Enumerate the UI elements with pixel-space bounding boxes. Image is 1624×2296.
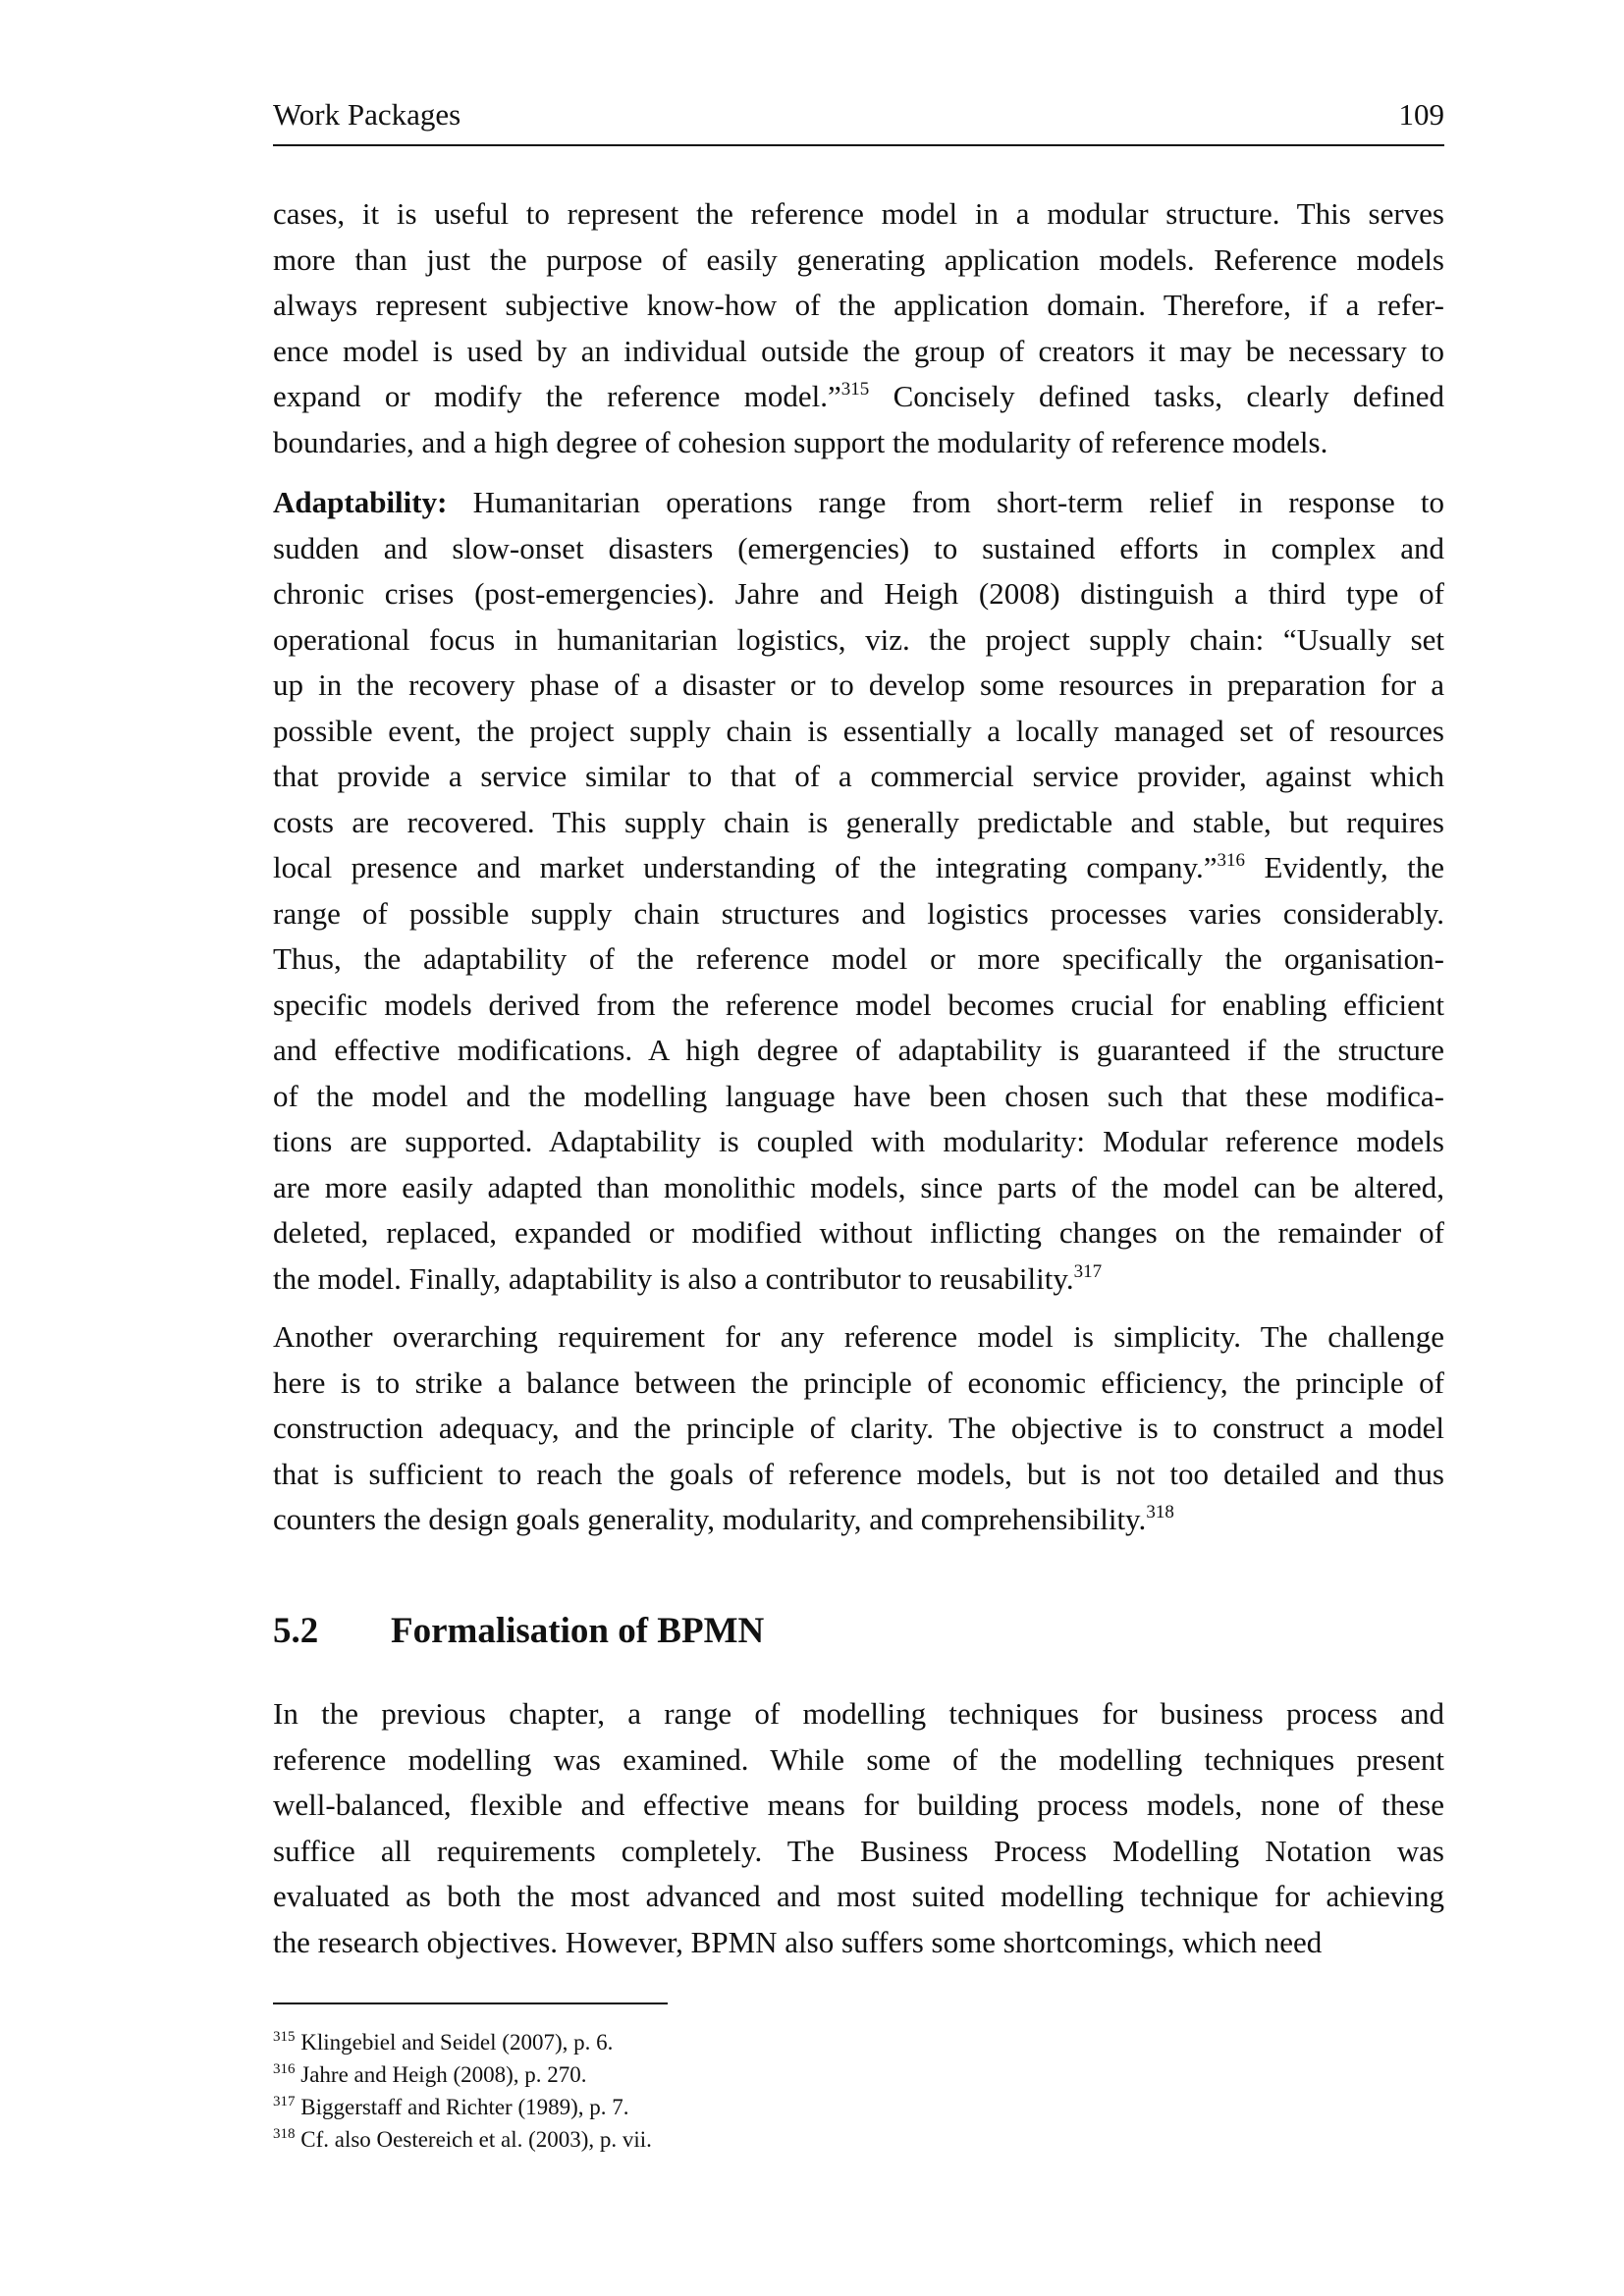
- running-header: [273, 94, 1444, 135]
- text-run: In the previous chapter, a range of modelling techniques for business process and: [273, 1696, 1444, 1731]
- text-run: deleted, replaced, expanded or modified without inflicting changes on the remainder of: [273, 1215, 1444, 1250]
- text-run: more than just the purpose of easily generating application models. Reference models: [273, 241, 1444, 277]
- text-run: local presence and market understanding of the integrating company.”: [273, 850, 1218, 884]
- text-line: [273, 754, 1444, 800]
- text-run: range of possible supply chain structures and logistics processes varies considerably.: [273, 895, 1444, 931]
- text-run: cases, it is useful to represent the reference model in a modular structure. This serves: [273, 196, 1444, 231]
- text-line: [273, 480, 1444, 526]
- text-run: sudden and slow-onset disasters (emergencies) to sustained efforts in complex and: [273, 530, 1444, 565]
- text-line: [273, 800, 1444, 846]
- text-line: [273, 191, 1444, 238]
- text-run: the research objectives. However, BPMN also suffers some shortcomings, which need: [273, 1924, 1323, 1959]
- text-run: always represent subjective know-how of the application domain. Therefore, if a refer-: [273, 288, 1444, 322]
- footnote-number: 316: [273, 2061, 296, 2077]
- text-run: are more easily adapted than monolithic models, since parts of the model can be altered,: [273, 1169, 1444, 1204]
- section-heading: [273, 1608, 1444, 1655]
- text-line: [273, 1074, 1444, 1120]
- footnote-316: [273, 2058, 1444, 2091]
- text-line: [273, 1028, 1444, 1074]
- text-line: [273, 891, 1444, 937]
- text-line: [273, 374, 1444, 420]
- footnote-reference: 315: [840, 379, 870, 400]
- footnote-text: Klingebiel and Seidel (2007), p. 6.: [295, 2030, 614, 2055]
- text-run: ence model is used by an individual outside the group of creators it may be necessary to: [273, 333, 1444, 368]
- text-line: [273, 571, 1444, 617]
- text-line: [273, 420, 1444, 466]
- text-run: tions are supported. Adaptability is coupled with modularity: Modular reference models: [273, 1124, 1444, 1158]
- text-run: here is to strike a balance between the principle of economic efficiency, the principle of: [273, 1364, 1444, 1400]
- footnote-reference: 318: [1146, 1502, 1174, 1522]
- text-run: Evidently, the: [1245, 850, 1444, 884]
- footnote-number: 317: [273, 2094, 296, 2109]
- footnotes: [273, 2026, 1444, 2156]
- footnote-reference: 316: [1217, 850, 1246, 871]
- text-run: that provide a service similar to that of a commercial service provider, against which: [273, 759, 1444, 793]
- text-line: [273, 845, 1444, 891]
- text-line: [273, 1256, 1444, 1303]
- text-run: boundaries, and a high degree of cohesion support the modularity of reference models.: [273, 424, 1328, 459]
- text-run: operational focus in humanitarian logistics, viz. the project supply chain: “Usually set: [273, 621, 1444, 657]
- text-line: [273, 283, 1444, 329]
- text-run: Concisely defined tasks, clearly defined: [869, 379, 1444, 413]
- header-title: Work Packages: [273, 97, 461, 132]
- text-line: [273, 1406, 1444, 1452]
- text-run: of the model and the modelling language have been chosen such that these modifica-: [273, 1078, 1444, 1113]
- text-line: [273, 238, 1444, 284]
- text-line: [273, 1497, 1444, 1543]
- footnote-315: [273, 2026, 1444, 2058]
- text-line: [273, 1691, 1444, 1737]
- text-run: well-balanced, flexible and effective means for building process models, none of these: [273, 1788, 1444, 1822]
- header-rule: [273, 144, 1444, 146]
- text-line: [273, 1119, 1444, 1165]
- text-line: [273, 663, 1444, 709]
- text-line: [273, 709, 1444, 755]
- text-run: up in the recovery phase of a disaster or to develop some resources in preparation for a: [273, 667, 1444, 702]
- text-run: Thus, the adaptability of the reference model or more specifically the organisation-: [273, 941, 1444, 976]
- footnote-number: 318: [273, 2126, 296, 2142]
- text-run: that is sufficient to reach the goals of reference models, but is not too detailed and thus: [273, 1456, 1444, 1491]
- text-run: counters the design goals generality, modularity, and comprehensibility.: [273, 1502, 1147, 1536]
- page-number: 109: [1398, 97, 1444, 132]
- text-run: costs are recovered. This supply chain is generally predictable and stable, but requires: [273, 804, 1444, 839]
- footnote-text: Biggerstaff and Richter (1989), p. 7.: [295, 2095, 629, 2119]
- footnote-text: Cf. also Oestereich et al. (2003), p. vii.: [295, 2127, 652, 2152]
- text-line: [273, 1737, 1444, 1784]
- text-line: [273, 526, 1444, 572]
- footnote-reference: 317: [1073, 1260, 1103, 1282]
- footnote-number: 315: [273, 2029, 296, 2045]
- text-run: reference modelling was examined. While some of the modelling techniques present: [273, 1741, 1444, 1777]
- text-run: the model. Finally, adaptability is also a contributor to reusability.: [273, 1260, 1074, 1296]
- text-line: [273, 617, 1444, 664]
- footnote-rule: [273, 2002, 668, 2004]
- text-run: specific models derived from the reference model becomes crucial for enabling efficient: [273, 987, 1444, 1022]
- text-line: [273, 1783, 1444, 1829]
- text-line: [273, 1452, 1444, 1498]
- text-run: possible event, the project supply chain is essentially a locally managed set of resources: [273, 713, 1444, 748]
- run-in-heading: Adaptability:: [273, 485, 448, 519]
- text-run: construction adequacy, and the principle of clarity. The objective is to construct a model: [273, 1411, 1444, 1445]
- paragraph-adaptability: [273, 480, 1444, 1302]
- text-run: Humanitarian operations range from short-term relief in response to: [447, 485, 1444, 519]
- text-line: [273, 1210, 1444, 1256]
- text-line: [273, 1165, 1444, 1211]
- text-run: evaluated as both the most advanced and most suited modelling technique for achieving: [273, 1879, 1444, 1913]
- footnote-317: [273, 2091, 1444, 2123]
- text-run: suffice all requirements completely. The Business Process Modelling Notation was: [273, 1833, 1444, 1868]
- text-line: [273, 1361, 1444, 1407]
- paragraph-simplicity: [273, 1314, 1444, 1543]
- section-number: 5.2: [273, 1611, 319, 1651]
- text-run: and effective modifications. A high degree of adaptability is guaranteed if the structure: [273, 1033, 1444, 1067]
- paragraph-bpmn-intro: [273, 1691, 1444, 1965]
- text-line: [273, 1874, 1444, 1920]
- text-line: [273, 983, 1444, 1029]
- text-run: expand or modify the reference model.”: [273, 379, 841, 413]
- text-run: chronic crises (post-emergencies). Jahre and Heigh (2008) distinguish a third type of: [273, 576, 1444, 611]
- text-line: [273, 329, 1444, 375]
- section-title: Formalisation of BPMN: [391, 1611, 765, 1651]
- text-line: [273, 1314, 1444, 1361]
- text-line: [273, 1920, 1444, 1966]
- text-line: [273, 936, 1444, 983]
- text-run: Another overarching requirement for any reference model is simplicity. The challenge: [273, 1319, 1444, 1354]
- footnote-318: [273, 2123, 1444, 2156]
- footnote-text: Jahre and Heigh (2008), p. 270.: [295, 2062, 587, 2087]
- paragraph-modularity: [273, 191, 1444, 465]
- text-line: [273, 1829, 1444, 1875]
